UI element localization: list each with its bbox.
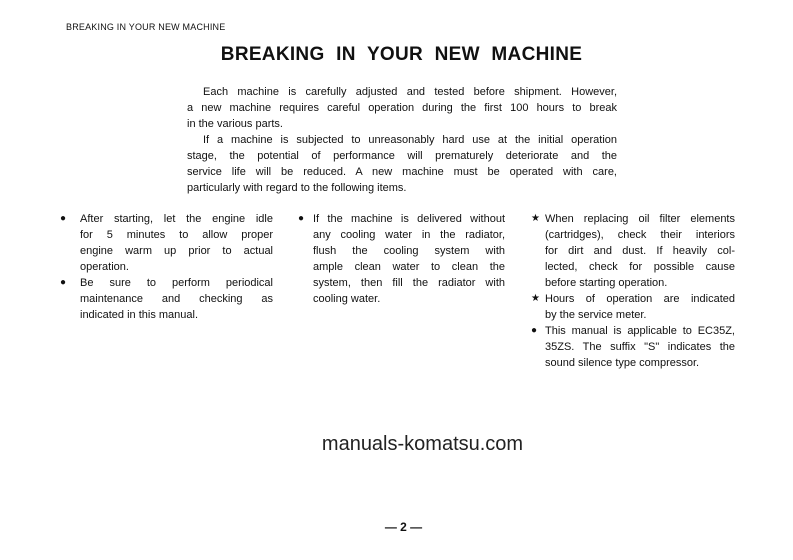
list-item-text [531, 211, 735, 291]
list-item [531, 323, 735, 371]
bullet-icon: ● [60, 213, 67, 224]
list-item-line: flush the cooling system with [313, 245, 505, 257]
list-item-line: lected, check for possible cause [545, 261, 735, 273]
list-item-line: This manual is applicable to EC35Z, [545, 325, 735, 337]
list-item-line: Hours of operation are indicated [545, 293, 735, 305]
list-item-line: operation. [80, 261, 129, 273]
list-item-line: for dirt and dust. If heavily col- [545, 245, 735, 257]
intro-text [187, 84, 617, 196]
list-item [531, 291, 735, 323]
paragraph-line: in the various parts. [187, 118, 283, 130]
paragraph-line: a new machine requires careful operation during the first 100 hours to break [187, 102, 617, 114]
list-item-text [531, 291, 735, 323]
paragraph-line: stage, the potential of performance will prematurely deteriorate and the [187, 150, 617, 162]
list-item-line: When replacing oil filter elements [545, 213, 735, 225]
list-item-line: sound silence type compressor. [545, 357, 700, 369]
page-number: — 2 — [384, 520, 423, 534]
page-title: BREAKING IN YOUR NEW MACHINE [220, 44, 583, 65]
list-item-line: Be sure to perform periodical [80, 277, 273, 289]
column-middle [298, 211, 505, 307]
list-item-line: maintenance and checking as [80, 293, 273, 305]
column-right [531, 211, 735, 371]
list-item-line: for 5 minutes to allow proper [80, 229, 273, 241]
list-item-text [298, 211, 505, 307]
list-item [298, 211, 505, 307]
list-item-line: engine warm up prior to actual [80, 245, 273, 257]
paragraph-line: Each machine is carefully adjusted and tested before shipment. However, [203, 86, 617, 98]
list-item-text [60, 275, 273, 323]
watermark-link[interactable]: manuals-komatsu.com [321, 433, 524, 455]
list-item-line: (cartridges), check their interiors [545, 229, 735, 241]
list-item [60, 211, 273, 275]
bullet-icon: ● [531, 325, 538, 336]
star-bullet-icon: ★ [531, 293, 540, 304]
star-bullet-icon: ★ [531, 213, 540, 224]
list-item-line: After starting, let the engine idle [80, 213, 273, 225]
list-item [60, 275, 273, 323]
list-item-line: 35ZS. The suffix "S" indicates the [545, 341, 735, 353]
list-item-line: ample clean water to clean the [313, 261, 505, 273]
list-item-text [531, 323, 735, 371]
paragraph-line: particularly with regard to the following items. [187, 182, 407, 194]
list-item-line: If the machine is delivered without [313, 213, 505, 225]
list-item-line: by the service meter. [545, 309, 647, 321]
column-left [60, 211, 273, 323]
list-item-line: system, then fill the radiator with [313, 277, 505, 289]
list-item-line: any cooling water in the radiator, [313, 229, 505, 241]
paragraph-line: If a machine is subjected to unreasonably hard use at the initial operation [203, 134, 617, 146]
list-item-line: before starting operation. [545, 277, 668, 289]
list-item-text [60, 211, 273, 275]
bullet-icon: ● [60, 277, 67, 288]
list-item-line: cooling water. [313, 293, 381, 305]
paragraph-line: service life will be reduced. A new machine must be operated with care, [187, 166, 617, 178]
bullet-icon: ● [298, 213, 305, 224]
running-header: BREAKING IN YOUR NEW MACHINE [66, 22, 226, 32]
list-item-line: indicated in this manual. [80, 309, 199, 321]
list-item [531, 211, 735, 291]
